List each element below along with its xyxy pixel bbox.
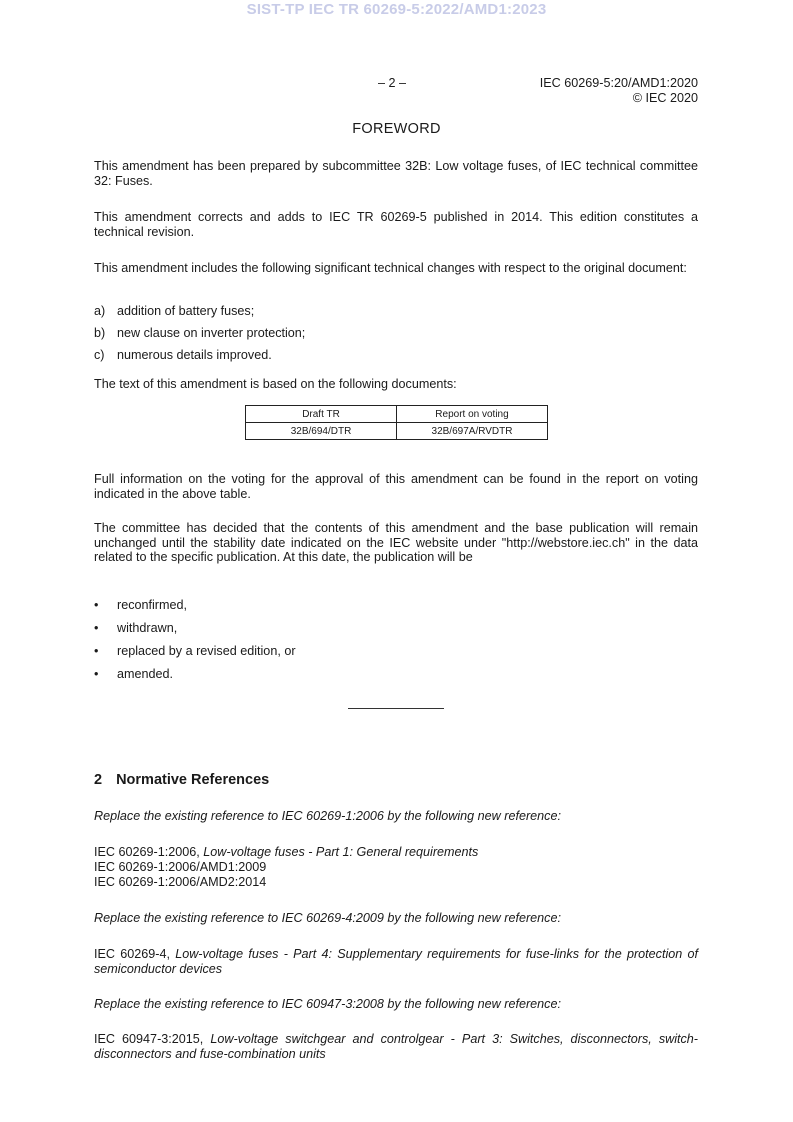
reference-id: IEC 60269-1:2006, — [94, 845, 204, 859]
page-number: – 2 – — [378, 76, 407, 90]
foreword-paragraph-3: This amendment includes the following significant technical changes with respect to the original document: — [94, 261, 687, 275]
reference-title: Low-voltage fuses - Part 4: Supplementary requirements for fuse-links for the protection of semiconductor devices — [94, 947, 698, 976]
table-cell: 32B/694/DTR — [246, 423, 397, 440]
foreword-title: FOREWORD — [352, 121, 441, 137]
documents-table — [245, 405, 548, 440]
bullet-icon: • — [94, 644, 99, 658]
watermark: SIST-TP IEC TR 60269-5:2022/AMD1:2023 — [246, 1, 547, 18]
outcome-item — [94, 667, 173, 682]
list-marker: a) — [94, 304, 106, 318]
bullet-icon: • — [94, 621, 99, 635]
reference-3 — [94, 1032, 698, 1061]
change-item — [94, 304, 254, 319]
change-item — [94, 348, 272, 363]
section-divider — [348, 708, 444, 709]
foreword-paragraph-5: Full information on the voting for the approval of this amendment can be found in the report on voting indicated in the above table. — [94, 472, 698, 501]
copyright: © IEC 2020 — [632, 90, 698, 105]
list-text: numerous details improved. — [117, 348, 272, 362]
list-marker: c) — [94, 348, 105, 362]
section-title: Normative References — [116, 772, 270, 788]
list-text: reconfirmed, — [117, 598, 187, 612]
list-text: amended. — [117, 667, 174, 681]
foreword-paragraph-4: The text of this amendment is based on the following documents: — [94, 377, 457, 391]
reference-title: Low-voltage fuses - Part 1: General requirements — [203, 845, 479, 859]
reference-title: Low-voltage switchgear and controlgear - Part 3: Switches, disconnectors, switch-disconnectors and fuse-combination units — [94, 1032, 698, 1061]
list-text: withdrawn, — [117, 621, 178, 635]
section-number: 2 — [94, 772, 103, 788]
reference-1-amd2: IEC 60269-1:2006/AMD2:2014 — [94, 875, 267, 889]
list-text: addition of battery fuses; — [117, 304, 255, 318]
replacement-instruction-3: Replace the existing reference to IEC 60947-3:2008 by the following new reference: — [94, 997, 561, 1011]
bullet-icon: • — [94, 667, 99, 681]
list-marker: b) — [94, 326, 106, 340]
list-text: new clause on inverter protection; — [117, 326, 306, 340]
bullet-icon: • — [94, 598, 99, 612]
reference-1-amd1: IEC 60269-1:2006/AMD1:2009 — [94, 860, 267, 874]
replacement-instruction-1: Replace the existing reference to IEC 60269-1:2006 by the following new reference: — [94, 809, 561, 823]
outcome-item — [94, 644, 296, 659]
reference-2 — [94, 947, 698, 976]
change-item — [94, 326, 305, 341]
document-id: IEC 60269-5:20/AMD1:2020 — [539, 76, 698, 90]
reference-1 — [94, 845, 698, 860]
foreword-paragraph-1: This amendment has been prepared by subcommittee 32B: Low voltage fuses, of IEC technical committee 32: Fuses. — [94, 159, 698, 188]
replacement-instruction-2: Replace the existing reference to IEC 60269-4:2009 by the following new reference: — [94, 911, 561, 925]
reference-id: IEC 60269-4, — [94, 947, 176, 961]
foreword-paragraph-2: This amendment corrects and adds to IEC TR 60269-5 published in 2014. This edition constitutes a technical revision. — [94, 210, 698, 239]
section-heading — [94, 772, 269, 788]
table-cell: 32B/697A/RVDTR — [397, 423, 548, 440]
table-header-cell: Draft TR — [246, 406, 397, 423]
outcome-item — [94, 621, 177, 636]
list-text: replaced by a revised edition, or — [117, 644, 296, 658]
table-header-cell: Report on voting — [397, 406, 548, 423]
reference-id: IEC 60947-3:2015, — [94, 1032, 211, 1046]
document-id-block — [540, 76, 698, 105]
table-header-row — [246, 406, 548, 423]
foreword-paragraph-6: The committee has decided that the contents of this amendment and the base publication will remain unchanged until the stability date indicated on the IEC website under "http://webstore.iec.ch" in the data related to the specific publication. At this date, the publication will be — [94, 521, 698, 564]
outcome-item — [94, 598, 187, 613]
table-row — [246, 423, 548, 440]
